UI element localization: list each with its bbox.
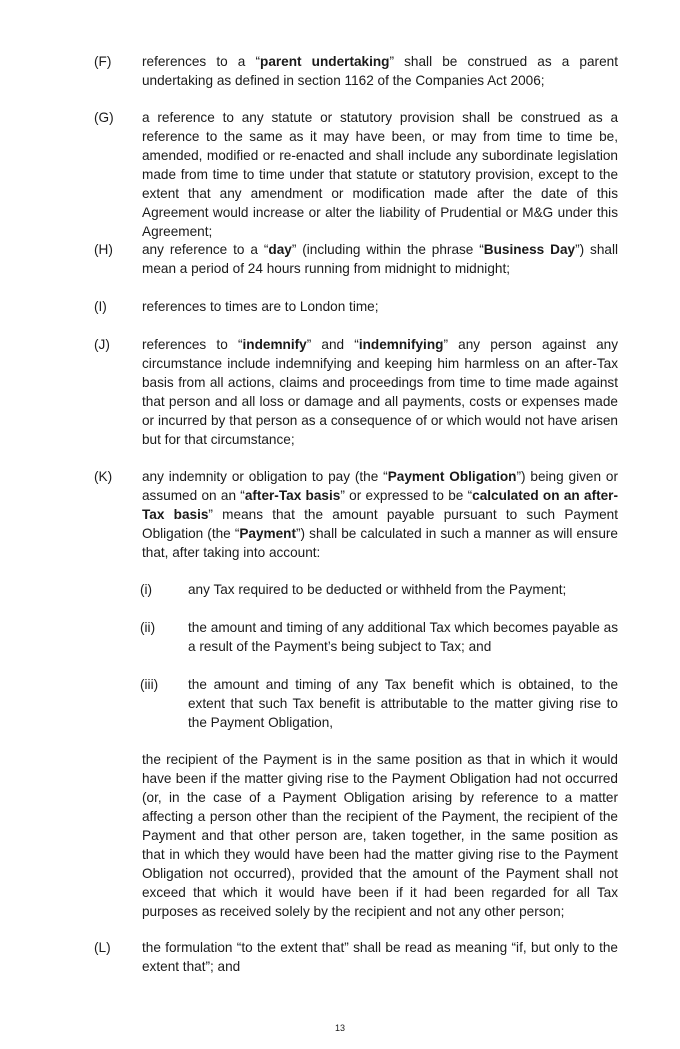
clause-text (142, 467, 618, 562)
clause-label: (K) (94, 469, 113, 484)
defined-term: Business Day (483, 242, 576, 257)
clause-label: (L) (94, 940, 111, 955)
defined-term: indemnify (242, 337, 307, 352)
text-run: any Tax required to be deducted or withheld from the Payment; (188, 582, 567, 597)
text-run: references to “ (142, 337, 243, 352)
clause-text (142, 240, 618, 278)
text-run: references to times are to London time; (142, 299, 379, 314)
clause-label: (F) (94, 54, 112, 69)
clause-text (142, 938, 618, 976)
text-run: ” any person against any circumstance include indemnifying and keeping him harmless on an after-Tax basis from all actions, claims and proceedings from time to time made against that person and all loss or damage and all payments, costs or expenses made or incurred by that person as a consequence of or which would not have arisen but for that circumstance; (142, 337, 618, 447)
text-run: the recipient of the Payment is in the same position as that in which it would have been if the matter giving rise to the Payment Obligation had not occurred (or, in the case of a Payment Obligation arising by reference to a matter affecting a person other than the recipient of the Payment, the recipient of the Payment and that other person are, taken together, in the same position as that in which they would have been had the matter giving rise to the Payment Obligation not occurred), provided that the amount of the Payment shall not exceed that which it would have been if it had been regarded for all Tax purposes as received solely by the recipient and not any other person; (142, 752, 618, 919)
text-run: the amount and timing of any additional Tax which becomes payable as a result of the Payment’s being subject to Tax; and (188, 620, 618, 654)
text-run: any reference to a “ (142, 242, 269, 257)
text-run: references to a “ (142, 54, 261, 69)
subclause-text (188, 618, 618, 656)
text-run: ” or expressed to be “ (340, 488, 473, 503)
text-run: ” and “ (306, 337, 359, 352)
defined-term: Payment (239, 526, 297, 541)
subclause-label: (i) (140, 582, 153, 597)
clause-text (142, 297, 618, 316)
subclause-label: (ii) (140, 620, 156, 635)
text-run: ”) shall mean a period of 24 hours running from midnight to midnight; (142, 242, 618, 276)
subclause-label: (iii) (140, 677, 159, 692)
clause-text (142, 108, 618, 241)
text-run: ”) shall be calculated in such a manner as will ensure that, after taking into account: (142, 526, 618, 560)
page-number: 13 (334, 1023, 345, 1033)
subclause-text (188, 675, 618, 732)
text-run: ” means that the amount payable pursuant to such Payment Obligation (the “ (142, 507, 619, 541)
clause-label: (I) (94, 299, 107, 314)
defined-term: day (268, 242, 292, 257)
text-run: any indemnity or obligation to pay (the “ (142, 469, 388, 484)
text-run: a reference to any statute or statutory provision shall be construed as a reference to the same as it may have been, or may from time to time be, amended, modified or re-enacted and shall include any subordinate legislation made from time to time under that statute or statutory provision, except to the extent that any amendment or modification made after the date of this Agreement would increase or alter the liability of Prudential or M&G under this Agreement; (142, 110, 618, 239)
defined-term: Payment Obligation (387, 469, 517, 484)
clause-k-continuation (142, 750, 618, 921)
clause-text (142, 335, 618, 449)
clause-label: (H) (94, 242, 113, 257)
text-run: ”) being given or assumed on an “ (142, 469, 618, 503)
text-run: ” shall be construed as a parent undertaking as defined in section 1162 of the Companies Act 2006; (142, 54, 618, 88)
text-run: ” (including within the phrase “ (291, 242, 484, 257)
clause-label: (G) (94, 110, 114, 125)
defined-term: parent undertaking (260, 54, 390, 69)
clause-label: (J) (94, 337, 110, 352)
defined-term: after-Tax basis (244, 488, 341, 503)
text-run: the formulation “to the extent that” shall be read as meaning “if, but only to the extent that”; and (142, 940, 618, 974)
clause-text (142, 52, 618, 90)
subclause-text (188, 580, 618, 599)
text-run: the amount and timing of any Tax benefit which is obtained, to the extent that such Tax benefit is attributable to the matter giving rise to the Payment Obligation, (188, 677, 618, 730)
defined-term: calculated on an after-Tax basis (142, 488, 618, 522)
defined-term: indemnifying (358, 337, 444, 352)
